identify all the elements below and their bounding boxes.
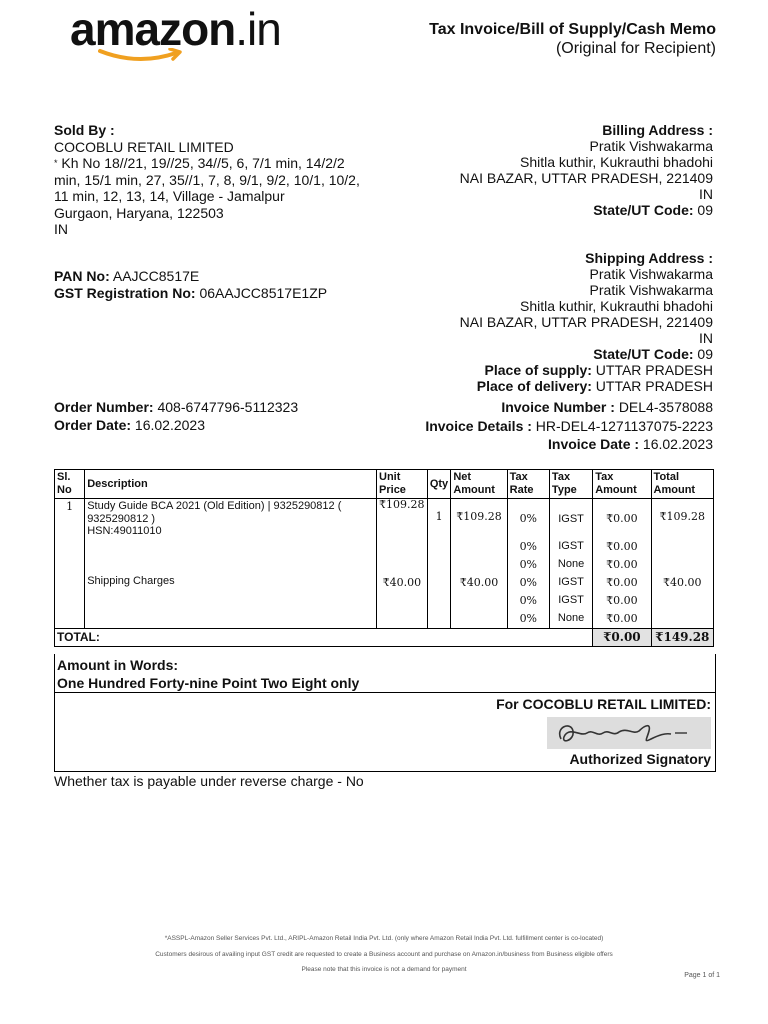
amount-in-words-box bbox=[54, 654, 716, 693]
logo-suffix: .in bbox=[235, 3, 281, 55]
signature-image bbox=[547, 717, 711, 749]
order-date-label: Order Date: bbox=[54, 417, 132, 433]
seller-address-line: min, 15/1 min, 27, 35//1, 7, 8, 9/1, 9/2, 10/1, 10/2, bbox=[54, 171, 360, 188]
total-label: TOTAL: bbox=[55, 629, 593, 647]
shipping-state-value: 09 bbox=[697, 346, 713, 362]
order-date-value: 16.02.2023 bbox=[134, 417, 205, 433]
pan-value: AAJCC8517E bbox=[112, 268, 200, 284]
delivery-value: UTTAR PRADESH bbox=[595, 378, 713, 394]
delivery-label: Place of delivery: bbox=[476, 378, 592, 394]
seller-address-line: 11 min, 12, 13, 14, Village - Jamalpur bbox=[54, 188, 285, 204]
tax-amount-cell: ₹0.00 bbox=[593, 593, 651, 611]
shipping-address-block bbox=[460, 250, 713, 394]
seller-star: * bbox=[54, 158, 58, 168]
invoice-date-value: 16.02.2023 bbox=[642, 436, 713, 452]
item-unit-price-text: ₹109.28 bbox=[379, 498, 425, 512]
header-unit-price: Unit Price bbox=[377, 470, 428, 499]
supply-label: Place of supply: bbox=[484, 362, 592, 378]
invoice-title bbox=[429, 20, 716, 58]
shipping-net bbox=[451, 575, 507, 629]
header-sl: Sl. No bbox=[55, 470, 85, 499]
item-qty bbox=[427, 499, 450, 575]
tax-amount-cell: ₹0.00 bbox=[593, 575, 651, 593]
tax-type-cell: IGST bbox=[549, 575, 592, 593]
order-number-label: Order Number: bbox=[54, 399, 154, 415]
total-row bbox=[55, 629, 714, 647]
tax-ids-block bbox=[54, 268, 327, 301]
tax-rate-cell: 0% bbox=[507, 611, 549, 629]
shipping-label: Shipping Address : bbox=[585, 250, 713, 266]
pan-label: PAN No: bbox=[54, 268, 110, 284]
amount-in-words-label: Amount in Words: bbox=[57, 657, 179, 673]
shipping-line: Shitla kuthir, Kukrauthi bhadohi bbox=[519, 298, 713, 314]
tax-type-cell: None bbox=[549, 557, 592, 575]
table-row bbox=[55, 499, 714, 539]
header-tax-type: Tax Type bbox=[549, 470, 592, 499]
shipping-state-label: State/UT Code: bbox=[593, 346, 694, 362]
order-block bbox=[54, 398, 298, 434]
shipping-total bbox=[651, 575, 713, 629]
title-line1: Tax Invoice/Bill of Supply/Cash Memo bbox=[429, 21, 716, 38]
billing-state-label: State/UT Code: bbox=[593, 202, 694, 218]
total-tax-amount: ₹0.00 bbox=[593, 629, 651, 647]
item-desc-line: 9325290812 ) bbox=[87, 512, 156, 525]
shipping-qty bbox=[427, 575, 450, 629]
billing-address-block bbox=[460, 122, 713, 218]
item-description bbox=[85, 499, 377, 575]
page-number: Page 1 of 1 bbox=[684, 972, 720, 979]
invoice-details-label: Invoice Details : bbox=[425, 417, 532, 434]
header-total-amount: Total Amount bbox=[651, 470, 713, 499]
billing-line: IN bbox=[699, 186, 713, 202]
amount-in-words-value: One Hundred Forty-nine Point Two Eight only bbox=[57, 675, 360, 691]
billing-line: Shitla kuthir, Kukrauthi bhadohi bbox=[519, 154, 713, 170]
seller-address-line: Gurgaon, Haryana, 122503 bbox=[54, 204, 224, 221]
billing-label: Billing Address : bbox=[602, 122, 713, 138]
item-qty-text: 1 bbox=[435, 510, 443, 523]
supply-value: UTTAR PRADESH bbox=[595, 362, 713, 378]
invoice-info-block bbox=[425, 398, 713, 454]
item-total-text: ₹109.28 bbox=[659, 510, 706, 523]
shipping-desc-text: Shipping Charges bbox=[87, 574, 175, 587]
billing-line: Pratik Vishwakarma bbox=[589, 138, 713, 154]
tax-rate-cell: 0% bbox=[507, 593, 549, 611]
tax-type-cell: IGST bbox=[549, 539, 592, 557]
seller-address-line: IN bbox=[54, 221, 68, 237]
invoice-number-label: Invoice Number : bbox=[501, 399, 615, 415]
billing-state-value: 09 bbox=[697, 202, 713, 218]
item-total bbox=[651, 499, 713, 575]
signature-box bbox=[54, 691, 716, 772]
header-tax-amount: Tax Amount bbox=[593, 470, 651, 499]
shipping-line: Pratik Vishwakarma bbox=[589, 266, 713, 282]
item-sl: 1 bbox=[55, 499, 85, 629]
gst-value: 06AAJCC8517E1ZP bbox=[199, 284, 328, 301]
header-net-amount: Net Amount bbox=[451, 470, 507, 499]
tax-type-cell: IGST bbox=[549, 499, 592, 539]
tax-amount-cell: ₹0.00 bbox=[593, 539, 651, 557]
billing-line: NAI BAZAR, UTTAR PRADESH, 221409 bbox=[459, 170, 713, 186]
seller-address-line: Kh No 18//21, 19//25, 34//5, 6, 7/1 min, 14/2/2 bbox=[61, 155, 345, 171]
gst-label: GST Registration No: bbox=[54, 284, 196, 301]
item-unit-price bbox=[377, 499, 428, 575]
sold-by-block bbox=[54, 122, 360, 238]
shipping-net-text: ₹40.00 bbox=[459, 575, 499, 589]
tax-amount-cell: ₹0.00 bbox=[593, 611, 651, 629]
authorized-signatory: Authorized Signatory bbox=[569, 751, 711, 767]
shipping-unit-price bbox=[377, 575, 428, 629]
shipping-line: NAI BAZAR, UTTAR PRADESH, 221409 bbox=[459, 314, 713, 330]
table-row bbox=[55, 575, 714, 593]
tax-rate-cell: 0% bbox=[507, 557, 549, 575]
invoice-items-table bbox=[54, 469, 714, 647]
amazon-smile-icon bbox=[98, 48, 188, 64]
invoice-number-value: DEL4-3578088 bbox=[618, 399, 713, 415]
tax-amount-cell: ₹0.00 bbox=[593, 557, 651, 575]
tax-type-cell: None bbox=[549, 611, 592, 629]
title-line2: (Original for Recipient) bbox=[555, 40, 716, 57]
order-number-value: 408-6747796-5112323 bbox=[157, 399, 299, 415]
shipping-line: IN bbox=[699, 330, 713, 346]
shipping-total-text: ₹40.00 bbox=[663, 575, 702, 589]
invoice-details-value: HR-DEL4-1271137075-2223 bbox=[535, 417, 713, 434]
footer-line: *ASSPL-Amazon Seller Services Pvt. Ltd., ARIPL-Amazon Retail India Pvt. Ltd. (only where Amazon Retail India Pvt. Ltd. fulfillment center is co-located) bbox=[164, 935, 604, 942]
header-tax-rate: Tax Rate bbox=[507, 470, 549, 499]
seller-name: COCOBLU RETAIL LIMITED bbox=[54, 138, 234, 155]
header-description: Description bbox=[85, 470, 377, 499]
tax-rate-cell: 0% bbox=[507, 575, 549, 593]
footer-line: Customers desirous of availing input GST credit are requested to create a Business account and purchase on Amazon.in/business from Business eligible offers bbox=[155, 951, 613, 958]
tax-rate-cell: 0% bbox=[507, 539, 549, 557]
shipping-unit-price-text: ₹40.00 bbox=[382, 575, 422, 589]
footer-line: Please note that this invoice is not a demand for payment bbox=[301, 966, 467, 973]
shipping-description bbox=[85, 575, 377, 629]
logo-brand: amazon bbox=[70, 3, 236, 55]
tax-type-cell: IGST bbox=[549, 593, 592, 611]
invoice-date-label: Invoice Date : bbox=[548, 436, 640, 452]
item-net-text: ₹109.28 bbox=[456, 510, 502, 523]
item-hsn: HSN:49011010 bbox=[87, 525, 162, 537]
tax-rate-cell: 0% bbox=[507, 499, 549, 539]
reverse-charge-note: Whether tax is payable under reverse charge - No bbox=[54, 773, 364, 789]
sold-by-label: Sold By : bbox=[54, 122, 115, 138]
signature-company: For COCOBLU RETAIL LIMITED: bbox=[496, 696, 711, 712]
header-qty: Qty bbox=[427, 470, 450, 499]
tax-amount-cell: ₹0.00 bbox=[593, 499, 651, 539]
item-net bbox=[451, 499, 507, 575]
table-header-row bbox=[55, 470, 714, 499]
signature-scribble-icon bbox=[547, 717, 711, 749]
item-desc-line: Study Guide BCA 2021 (Old Edition) | 9325290812 ( bbox=[87, 500, 342, 512]
total-amount: ₹149.28 bbox=[651, 629, 713, 647]
shipping-line: Pratik Vishwakarma bbox=[589, 282, 713, 298]
